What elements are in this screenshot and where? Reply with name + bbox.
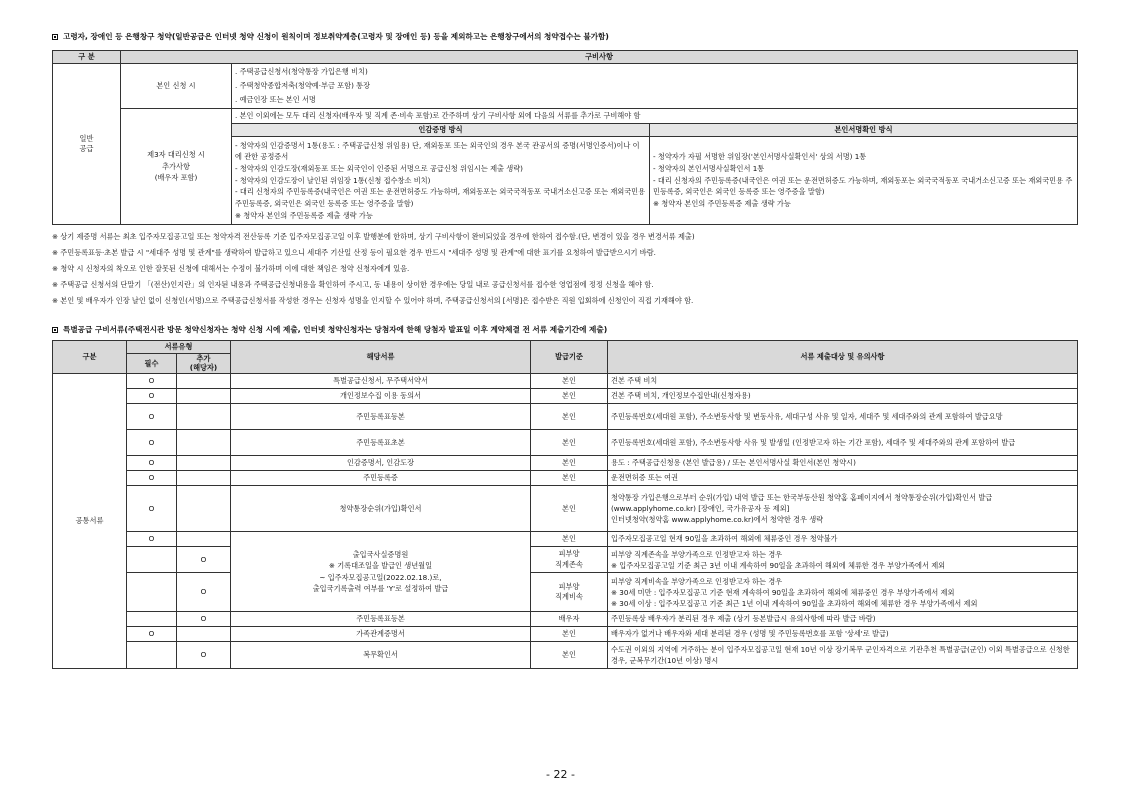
additional-mark: O — [177, 612, 231, 627]
additional-mark — [177, 430, 231, 456]
required-mark: O — [127, 471, 177, 486]
document-name: 주민등록표초본 — [231, 430, 531, 456]
document-name: 개인정보수집 이용 동의서 — [231, 389, 531, 404]
additional-mark — [177, 627, 231, 642]
note-item: ※ 주택공급 신청서의 단말기 「(전산)인지란」의 인자된 내용과 주택공급신청내용을 확인하여 주시고, 동 내용이 상이한 경우에는 당일 내로 공급신청서를 접수한 영업점에 정정 신청을 해야 함. — [52, 280, 654, 290]
required-mark — [127, 612, 177, 627]
header-requirements: 구비사항 — [121, 51, 1078, 64]
required-mark — [127, 573, 177, 612]
square-bullet-icon — [52, 34, 58, 40]
document-note: 수도권 이외의 지역에 거주하는 분이 입주자모집공고일 현재 10년 이상 장기복무 군인자격으로 기관추천 특별공급(군인) 이외 특별공급으로 신청한 경우, 군복무기간(10년 이상) 명시 — [608, 642, 1078, 669]
required-mark — [127, 642, 177, 669]
square-bullet-icon — [52, 327, 58, 333]
common-documents-label: 공통서류 — [53, 374, 127, 669]
document-note: 배우자가 없거나 배우자와 세대 분리된 경우 (성명 및 주민등록번호를 포함 '상세'로 발급) — [608, 627, 1078, 642]
document-name: 특별공급신청서, 무주택서약서 — [231, 374, 531, 389]
document-note: 주민등록상 배우자가 분리된 경우 제출 (상기 등본발급시 유의사항에 따라 발급 바람) — [608, 612, 1078, 627]
issue-basis: 본인 — [531, 532, 608, 547]
issue-basis: 배우자 — [531, 612, 608, 627]
document-name: 청약통장순위(가입)확인서 — [231, 486, 531, 532]
required-mark: O — [127, 430, 177, 456]
additional-mark: O — [177, 547, 231, 573]
self-requirements — [232, 63, 1078, 108]
document-name: 주민등록표등본 — [231, 404, 531, 430]
document-note: 주민등록번호(세대원 포함), 주소변동사항 및 변동사유, 세대구성 사유 및 일자, 세대주 및 세대주와의 관계 포함하여 발급요망 — [608, 404, 1078, 430]
document-note: 용도 : 주택공급신청용 (본인 발급용) / 또는 본인서명사실 확인서(본인 청약시) — [608, 456, 1078, 471]
required-mark: O — [127, 456, 177, 471]
additional-mark — [177, 374, 231, 389]
page-number: - 22 - — [546, 768, 575, 781]
additional-mark — [177, 486, 231, 532]
self-item: . 주택공급신청서(청약통장 가입은행 비치) — [235, 66, 368, 76]
issue-basis: 피부양 직계비속 — [531, 573, 608, 612]
required-mark: O — [127, 404, 177, 430]
additional-mark — [177, 389, 231, 404]
additional-mark — [177, 456, 231, 471]
document-name: 가족관계증명서 — [231, 627, 531, 642]
required-mark: O — [127, 486, 177, 532]
additional-mark: O — [177, 573, 231, 612]
required-mark: O — [127, 374, 177, 389]
issue-basis: 피부양 직계존속 — [531, 547, 608, 573]
document-note: 운전면허증 또는 여권 — [608, 471, 1078, 486]
notes-list — [52, 229, 1077, 309]
document-note: 피부양 직계존속을 부양가족으로 인정받고자 하는 경우 ※ 입주자모집공고일 기준 최근 3년 이내 계속하여 90일을 초과하여 해외에 체류한 경우 부양가족에서 제외 — [608, 547, 1078, 573]
seal-certificate-method-text: - 청약자의 인감증명서 1통(용도 : 주택공급신청 위임용) 단, 재외동포 또는 외국인의 경우 본국 관공서의 증명(서명인증서)이나 이에 관한 공정증서 - 청약자의 인감도장(재외동포 또는 외국인이 인증된 서명으로 공급신청 위임시는 제출 생략) - 청약자의 인감도장이 날인된 위임장 1통(신청 접수창소 비치) - 대리 신청자의 주민등록증(내국인은 여권 또는 운전면허증도 가능하며, 재외동포는 외국국적동포 국내거소신고증 또는 재외국민용 주민등록증, 외국인은 외국인 등록증 또는 영주증을 말함) ※ 청약자 본인의 주민등록증 제출 생략 가능 — [232, 136, 650, 225]
header-basis: 발급기준 — [531, 341, 608, 374]
section2-title: 특별공급 구비서류(주택전시관 방문 청약신청자는 청약 신청 시에 제출, 인터넷 청약신청자는 당첨자에 한해 당첨자 발표일 이후 계약체결 전 서류 제출기간에 제출) — [52, 323, 1077, 337]
issue-basis: 본인 — [531, 456, 608, 471]
document-page — [52, 30, 1077, 669]
issue-basis: 본인 — [531, 471, 608, 486]
required-mark: O — [127, 389, 177, 404]
proxy-application-label: 제3자 대리신청 시 추가사항 (배우자 포함) — [121, 108, 232, 225]
self-item: . 예금인장 또는 본인 서명 — [235, 94, 316, 104]
document-note: 청약통장 가입은행으로부터 순위(가입) 내역 발급 또는 한국부동산원 청약홈 홈페이지에서 청약통장순위(가입)확인서 발급(www.applyhome.co.kr) [장애인, 국가유공자 등 제외] 인터넷청약(청약홈 www.applyhome.co.kr)에서 청약한 경우 생략 — [608, 486, 1078, 532]
header-doc-type: 서류유형 — [127, 341, 231, 354]
self-item: . 주택청약종합저축(청약예·부금 포함) 통장 — [235, 80, 371, 90]
seal-certificate-method-header: 인감증명 방식 — [232, 123, 650, 136]
document-note: 주민등록번호(세대원 포함), 주소변동사항 사유 및 발생일 (인정받고자 하는 기간 포함), 세대주 및 세대주와의 관계 포함하여 발급 — [608, 430, 1078, 456]
issue-basis: 본인 — [531, 404, 608, 430]
issue-basis: 본인 — [531, 430, 608, 456]
additional-mark — [177, 404, 231, 430]
additional-mark — [177, 471, 231, 486]
self-application-label: 본인 신청 시 — [121, 63, 232, 108]
header-additional: 추가 (해당자) — [177, 354, 231, 374]
document-name-immigration: 출입국사실증명원 ※ 기록대조일을 발급인 생년월일 ~ 입주자모집공고일(2022.02.18.)로, 출입국기록출력 여부를 'Y'로 설정하여 발급 — [231, 532, 531, 612]
signature-method-text: - 청약자가 자필 서명한 위임장('본인서명사실확인서' 상의 서명) 1통 - 청약자의 본인서명사실확인서 1통 - 대리 신청자의 주민등록증(내국인은 여권 또는 운전면허증도 가능하며, 재외동포는 외국국적동포 국내거소신고증 또는 재외국민용 주민등록증, 외국인은 외국인 등록증 또는 영주증을 말함) ※ 청약자 본인의 주민등록증 제출 생략 가능 — [650, 136, 1078, 225]
document-name: 주민등록표등본 — [231, 612, 531, 627]
document-note: 피부양 직계비속을 부양가족으로 인정받고자 하는 경우 ※ 30세 미만 : 입주자모집공고 기준 현재 계속하여 90일을 초과하여 해외에 체류중인 경우 부양가족에서 제외 ※ 30세 이상 : 입주자모집공고 기준 최근 1년 이내 계속하여 90일을 초과하여 해외에 체류한 경우 부양가족에서 제외 — [608, 573, 1078, 612]
note-item: ※ 청약 시 신청자의 착오로 인한 잘못된 신청에 대해서는 수정이 불가하며 이에 대한 책임은 청약 신청자에게 있음. — [52, 264, 410, 274]
proxy-intro: . 본인 이외에는 모두 대리 신청자(배우자 및 직계 존·비속 포함)로 간주하며 상기 구비사항 외에 다음의 서류를 추가로 구비해야 함 — [232, 108, 1078, 123]
header-notes: 서류 제출대상 및 유의사항 — [608, 341, 1078, 374]
bank-application-table — [52, 50, 1078, 225]
required-mark: O — [127, 532, 177, 547]
note-item: ※ 본인 및 배우자가 인장 날인 없이 신청인(서명)으로 주택공급신청서를 작성한 경우는 신청자 성명을 인지할 수 있어야 하며, 주택공급신청서의 [서명]은 접수받은 직원 입회하에 신청인이 직접 기재해야 함. — [52, 296, 694, 306]
note-item: ※ 상기 제증명 서류는 최초 입주자모집공고일 또는 청약자격 전산등록 기준 입주자모집공고일 이후 발행분에 한하며, 상기 구비사항이 완비되었을 경우에 한하여 접수함.(단, 변경이 있을 경우 변경서류 제출) — [52, 232, 695, 242]
signature-method-header: 본인서명확인 방식 — [650, 123, 1078, 136]
special-supply-documents-table — [52, 340, 1078, 669]
header-required: 필수 — [127, 354, 177, 374]
document-name: 복무확인서 — [231, 642, 531, 669]
additional-mark — [177, 532, 231, 547]
note-item: ※ 주민등록표등·초본 발급 시 "세대주 성명 및 관계"를 생략하여 발급하고 있으니 세대주 기산일 산정 등이 필요한 경우 반드시 "세대주 성명 및 관계"에 대한 표기를 요청하여 발급받으시기 바람. — [52, 248, 656, 258]
general-supply-label: 일반 공급 — [53, 63, 121, 225]
section1-title: 고령자, 장애인 등 은행창구 청약(일반공급은 인터넷 청약 신청이 원칙이며 정보취약계층(고령자 및 장애인 등) 등을 제외하고는 은행창구에서의 청약접수는 불가함) — [52, 30, 1077, 44]
issue-basis: 본인 — [531, 486, 608, 532]
additional-mark: O — [177, 642, 231, 669]
header-document: 해당서류 — [231, 341, 531, 374]
header-category: 구 분 — [53, 51, 121, 64]
document-name: 인감증명서, 인감도장 — [231, 456, 531, 471]
header-category: 구분 — [53, 341, 127, 374]
required-mark — [127, 547, 177, 573]
document-name: 주민등록증 — [231, 471, 531, 486]
issue-basis: 본인 — [531, 627, 608, 642]
issue-basis: 본인 — [531, 374, 608, 389]
document-note: 견본 주택 비치, 개인정보수집안내(신청자용) — [608, 389, 1078, 404]
document-note: 입주자모집공고일 현재 90일을 초과하여 해외에 체류중인 경우 청약불가 — [608, 532, 1078, 547]
document-note: 견본 주택 비치 — [608, 374, 1078, 389]
issue-basis: 본인 — [531, 642, 608, 669]
required-mark: O — [127, 627, 177, 642]
issue-basis: 본인 — [531, 389, 608, 404]
